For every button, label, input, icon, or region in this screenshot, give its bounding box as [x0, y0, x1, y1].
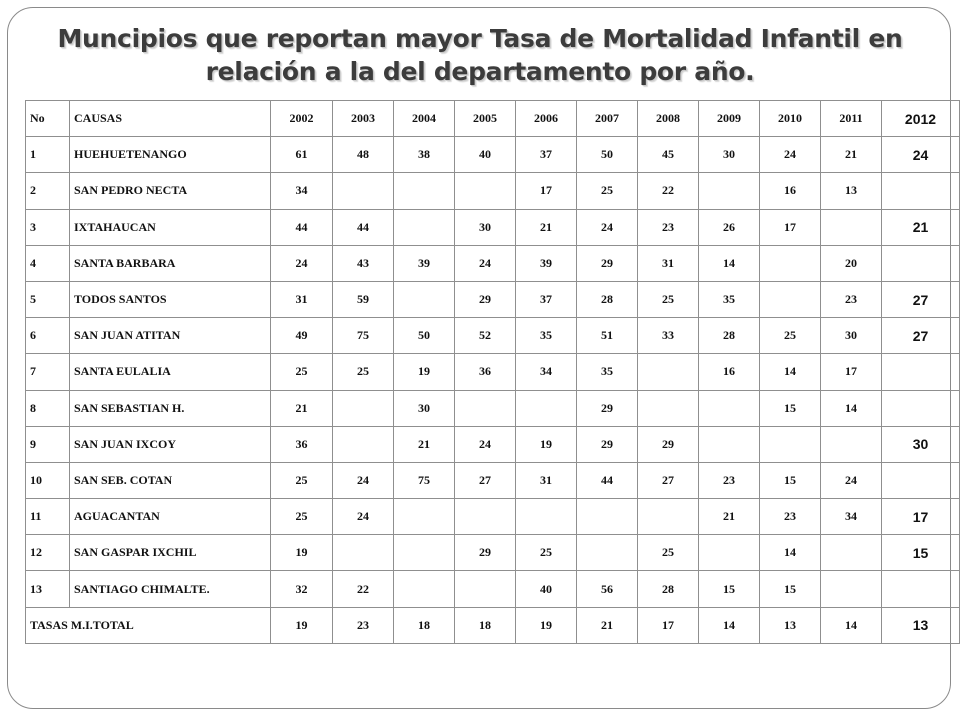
total-rate-cell: 21 — [577, 607, 638, 643]
rate-cell — [638, 354, 699, 390]
rate-cell: 50 — [577, 137, 638, 173]
rate-cell: 27 — [455, 462, 516, 498]
municipality-name: SAN JUAN ATITAN — [70, 318, 271, 354]
row-number: 9 — [26, 426, 70, 462]
total-rate-cell: 14 — [699, 607, 760, 643]
rate-cell — [821, 209, 882, 245]
rate-cell — [577, 499, 638, 535]
header-cell: 2009 — [699, 101, 760, 137]
rate-cell: 37 — [516, 281, 577, 317]
table-row — [26, 462, 960, 498]
rate-cell: 35 — [699, 281, 760, 317]
municipality-name: SANTIAGO CHIMALTE. — [70, 571, 271, 607]
rate-cell — [638, 499, 699, 535]
rate-cell: 50 — [394, 318, 455, 354]
rate-cell: 29 — [577, 390, 638, 426]
rate-cell: 15 — [760, 390, 821, 426]
rate-cell — [760, 281, 821, 317]
rate-cell: 19 — [516, 426, 577, 462]
rate-cell: 30 — [821, 318, 882, 354]
municipality-name: SAN PEDRO NECTA — [70, 173, 271, 209]
rate-cell: 52 — [455, 318, 516, 354]
row-number: 13 — [26, 571, 70, 607]
rate-cell — [333, 173, 394, 209]
rate-cell: 37 — [516, 137, 577, 173]
row-number: 7 — [26, 354, 70, 390]
rate-cell: 23 — [638, 209, 699, 245]
rate-cell — [638, 390, 699, 426]
rate-cell: 24 — [333, 499, 394, 535]
rate-cell: 15 — [882, 535, 960, 571]
title-line-1: Muncipios que reportan mayor Tasa de Mortalidad Infantil en — [57, 24, 903, 53]
rate-cell: 17 — [821, 354, 882, 390]
rate-cell: 25 — [638, 535, 699, 571]
rate-cell: 24 — [333, 462, 394, 498]
rate-cell: 24 — [271, 245, 333, 281]
row-number: 6 — [26, 318, 70, 354]
rate-cell: 30 — [455, 209, 516, 245]
header-cell: 2010 — [760, 101, 821, 137]
municipality-name: SAN GASPAR IXCHIL — [70, 535, 271, 571]
table-row — [26, 137, 960, 173]
rate-cell: 28 — [577, 281, 638, 317]
rate-cell: 43 — [333, 245, 394, 281]
municipality-name: SAN SEB. COTAN — [70, 462, 271, 498]
rate-cell: 44 — [333, 209, 394, 245]
rate-cell: 21 — [394, 426, 455, 462]
rate-cell: 31 — [271, 281, 333, 317]
title-line-2: relación a la del departamento por año. — [205, 57, 755, 86]
rate-cell: 34 — [516, 354, 577, 390]
municipality-name: AGUACANTAN — [70, 499, 271, 535]
rate-cell — [455, 173, 516, 209]
rate-cell: 51 — [577, 318, 638, 354]
rate-cell: 29 — [638, 426, 699, 462]
municipality-name: TODOS SANTOS — [70, 281, 271, 317]
rate-cell: 25 — [638, 281, 699, 317]
rate-cell — [760, 245, 821, 281]
rate-cell: 21 — [821, 137, 882, 173]
header-cell: 2007 — [577, 101, 638, 137]
rate-cell: 17 — [882, 499, 960, 535]
header-cell: 2006 — [516, 101, 577, 137]
rate-cell — [394, 281, 455, 317]
table-row — [26, 281, 960, 317]
total-row — [26, 607, 960, 643]
total-rate-cell: 13 — [882, 607, 960, 643]
rate-cell: 24 — [760, 137, 821, 173]
rate-cell: 40 — [455, 137, 516, 173]
header-cell: CAUSAS — [70, 101, 271, 137]
table-row — [26, 209, 960, 245]
rate-cell: 49 — [271, 318, 333, 354]
rate-cell: 27 — [882, 318, 960, 354]
rate-cell: 30 — [699, 137, 760, 173]
rate-cell — [699, 173, 760, 209]
total-rate-cell: 19 — [271, 607, 333, 643]
rate-cell — [882, 245, 960, 281]
row-number: 11 — [26, 499, 70, 535]
table-row — [26, 426, 960, 462]
rate-cell: 39 — [394, 245, 455, 281]
municipality-name: HUEHUETENANGO — [70, 137, 271, 173]
header-cell: 2003 — [333, 101, 394, 137]
row-number: 5 — [26, 281, 70, 317]
rate-cell: 28 — [638, 571, 699, 607]
rate-cell: 45 — [638, 137, 699, 173]
municipality-name: SAN JUAN IXCOY — [70, 426, 271, 462]
rate-cell: 25 — [271, 462, 333, 498]
rate-cell: 21 — [516, 209, 577, 245]
rate-cell: 36 — [271, 426, 333, 462]
total-rate-cell: 23 — [333, 607, 394, 643]
row-number: 12 — [26, 535, 70, 571]
table-row — [26, 354, 960, 390]
rate-cell: 39 — [516, 245, 577, 281]
rate-cell: 14 — [821, 390, 882, 426]
rate-cell: 14 — [760, 354, 821, 390]
rate-cell: 48 — [333, 137, 394, 173]
rate-cell: 44 — [577, 462, 638, 498]
slide-title — [40, 22, 920, 88]
rate-cell — [455, 499, 516, 535]
rate-cell — [394, 571, 455, 607]
rate-cell: 36 — [455, 354, 516, 390]
rate-cell — [882, 462, 960, 498]
rate-cell: 25 — [333, 354, 394, 390]
table-row — [26, 390, 960, 426]
rate-cell — [455, 571, 516, 607]
row-number: 10 — [26, 462, 70, 498]
rate-cell: 21 — [271, 390, 333, 426]
rate-cell: 35 — [577, 354, 638, 390]
header-cell: No — [26, 101, 70, 137]
rate-cell: 27 — [882, 281, 960, 317]
rate-cell: 24 — [455, 426, 516, 462]
rate-cell — [882, 354, 960, 390]
rate-cell — [333, 535, 394, 571]
rate-cell — [760, 426, 821, 462]
rate-cell: 59 — [333, 281, 394, 317]
rate-cell: 27 — [638, 462, 699, 498]
rate-cell: 17 — [760, 209, 821, 245]
rate-cell: 14 — [760, 535, 821, 571]
rate-cell: 30 — [394, 390, 455, 426]
header-cell: 2004 — [394, 101, 455, 137]
rate-cell: 30 — [882, 426, 960, 462]
row-number: 1 — [26, 137, 70, 173]
rate-cell: 40 — [516, 571, 577, 607]
rate-cell: 14 — [699, 245, 760, 281]
rate-cell: 23 — [821, 281, 882, 317]
rate-cell: 34 — [821, 499, 882, 535]
rate-cell: 29 — [577, 245, 638, 281]
rate-cell: 25 — [271, 499, 333, 535]
rate-cell: 35 — [516, 318, 577, 354]
municipality-name: SANTA BARBARA — [70, 245, 271, 281]
rate-cell: 33 — [638, 318, 699, 354]
row-number: 8 — [26, 390, 70, 426]
rate-cell — [516, 499, 577, 535]
rate-cell: 29 — [577, 426, 638, 462]
rate-cell: 28 — [699, 318, 760, 354]
rate-cell — [394, 535, 455, 571]
header-cell: 2011 — [821, 101, 882, 137]
table-row — [26, 318, 960, 354]
rate-cell — [394, 499, 455, 535]
rate-cell: 25 — [577, 173, 638, 209]
rate-cell: 56 — [577, 571, 638, 607]
header-cell: 2002 — [271, 101, 333, 137]
rate-cell — [882, 173, 960, 209]
table-row — [26, 245, 960, 281]
rate-cell — [394, 209, 455, 245]
total-rate-cell: 19 — [516, 607, 577, 643]
rate-cell: 25 — [760, 318, 821, 354]
rate-cell — [516, 390, 577, 426]
table-header-row — [26, 101, 960, 137]
table-row — [26, 499, 960, 535]
rate-cell: 16 — [699, 354, 760, 390]
rate-cell: 16 — [760, 173, 821, 209]
rate-cell: 13 — [821, 173, 882, 209]
table-row — [26, 571, 960, 607]
rate-cell: 75 — [333, 318, 394, 354]
row-number: 3 — [26, 209, 70, 245]
rate-cell: 24 — [455, 245, 516, 281]
total-rate-cell: 13 — [760, 607, 821, 643]
rate-cell: 24 — [882, 137, 960, 173]
rate-cell — [882, 390, 960, 426]
rate-cell — [699, 390, 760, 426]
rate-cell: 24 — [821, 462, 882, 498]
rate-cell — [821, 571, 882, 607]
rate-cell: 22 — [333, 571, 394, 607]
table-row — [26, 535, 960, 571]
rate-cell: 31 — [638, 245, 699, 281]
rate-cell: 19 — [271, 535, 333, 571]
rate-cell: 25 — [271, 354, 333, 390]
rate-cell: 20 — [821, 245, 882, 281]
row-number: 4 — [26, 245, 70, 281]
total-label: TASAS M.I.TOTAL — [26, 607, 271, 643]
rate-cell — [699, 535, 760, 571]
rate-cell — [333, 390, 394, 426]
rate-cell: 61 — [271, 137, 333, 173]
rate-cell: 15 — [760, 571, 821, 607]
mortality-table — [25, 100, 960, 644]
total-rate-cell: 14 — [821, 607, 882, 643]
rate-cell: 29 — [455, 281, 516, 317]
rate-cell: 26 — [699, 209, 760, 245]
rate-cell: 32 — [271, 571, 333, 607]
rate-cell: 22 — [638, 173, 699, 209]
rate-cell: 19 — [394, 354, 455, 390]
row-number: 2 — [26, 173, 70, 209]
header-cell: 2012 — [882, 101, 960, 137]
rate-cell: 25 — [516, 535, 577, 571]
rate-cell: 44 — [271, 209, 333, 245]
rate-cell: 15 — [760, 462, 821, 498]
municipality-name: SAN SEBASTIAN H. — [70, 390, 271, 426]
header-cell: 2005 — [455, 101, 516, 137]
rate-cell: 15 — [699, 571, 760, 607]
municipality-name: SANTA EULALIA — [70, 354, 271, 390]
rate-cell: 23 — [699, 462, 760, 498]
total-rate-cell: 18 — [455, 607, 516, 643]
table-row — [26, 173, 960, 209]
total-rate-cell: 17 — [638, 607, 699, 643]
rate-cell: 21 — [882, 209, 960, 245]
rate-cell: 31 — [516, 462, 577, 498]
rate-cell: 38 — [394, 137, 455, 173]
rate-cell — [699, 426, 760, 462]
rate-cell: 75 — [394, 462, 455, 498]
header-cell: 2008 — [638, 101, 699, 137]
rate-cell — [333, 426, 394, 462]
municipality-name: IXTAHAUCAN — [70, 209, 271, 245]
rate-cell: 24 — [577, 209, 638, 245]
rate-cell — [577, 535, 638, 571]
rate-cell — [394, 173, 455, 209]
rate-cell: 17 — [516, 173, 577, 209]
rate-cell: 29 — [455, 535, 516, 571]
rate-cell: 23 — [760, 499, 821, 535]
rate-cell — [821, 426, 882, 462]
total-rate-cell: 18 — [394, 607, 455, 643]
rate-cell — [455, 390, 516, 426]
rate-cell — [882, 571, 960, 607]
rate-cell — [821, 535, 882, 571]
rate-cell: 21 — [699, 499, 760, 535]
rate-cell: 34 — [271, 173, 333, 209]
